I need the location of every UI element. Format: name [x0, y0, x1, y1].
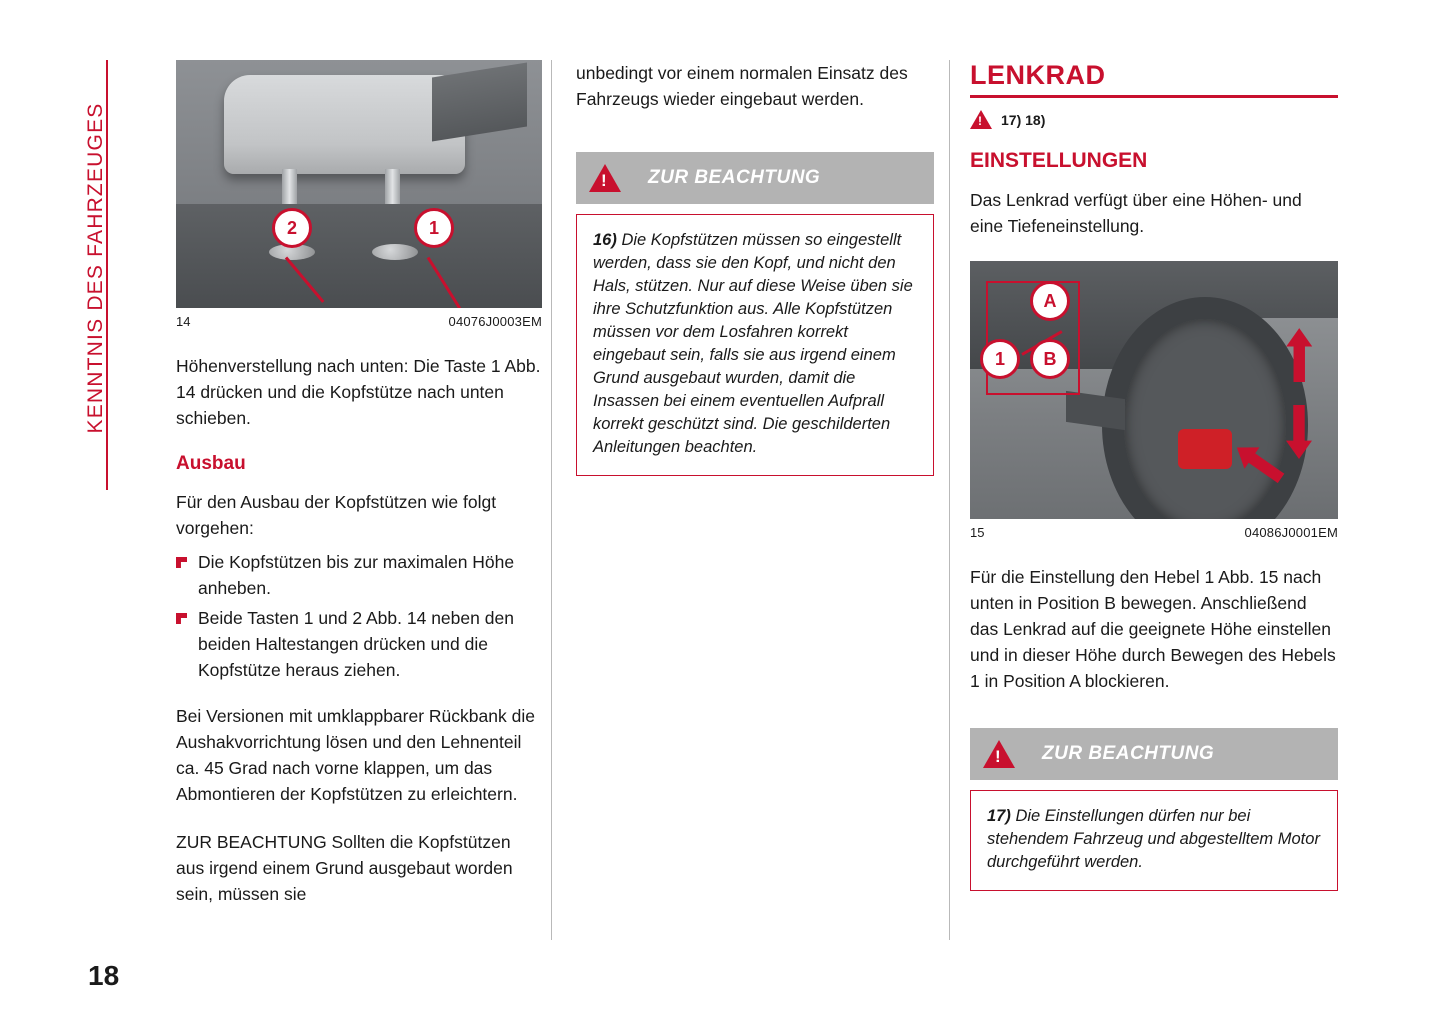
column-2: [576, 60, 934, 500]
notice-number: 16): [593, 231, 617, 249]
section-title-lenkrad: LENKRAD: [970, 60, 1338, 98]
warning-triangle-icon: [576, 164, 634, 192]
notice-bar-17: [970, 728, 1338, 780]
page-number: 18: [88, 960, 120, 991]
steering-wheel-emblem: [1178, 429, 1232, 469]
col1-paragraph-2: Für den Ausbau der Kopfstützen wie folgt vorgehen:: [176, 492, 497, 538]
callout-2: 2: [272, 208, 312, 248]
warning-triangle-icon: [970, 110, 992, 129]
figure-14-code: 04076J0003EM: [448, 314, 542, 329]
notice-body: Die Kopfstützen müssen so eingestellt werden, dass sie den Kopf, und nicht den Hals, stützen. Nur auf diese Weise üben sie ihre Schutzfunktion aus. Alle Kopfstützen müssen vor dem Losfahren korrekt eingebaut sein, falls sie aus irgend einem Grund ausgebaut wurden, damit die Insassen bei einem eventuellen Aufprall korrekt geschützt sind. Die geschilderten Anleitungen beachten.: [593, 231, 913, 456]
headrest-cushion: [224, 75, 466, 174]
symbol-reference-line: [970, 110, 1338, 129]
figure-14-number: 14: [176, 314, 191, 329]
notice-bar-16: [576, 152, 934, 204]
list-item: [176, 605, 542, 683]
column-3: [970, 60, 1338, 915]
callout-1: 1: [414, 208, 454, 248]
col3-paragraph-1: Das Lenkrad verfügt über eine Höhen- und eine Tiefeneinstellung.: [970, 190, 1302, 236]
notice-bar-title: ZUR BEACHTUNG: [648, 167, 821, 188]
column-divider-2: [949, 60, 950, 940]
headrest-photo: [176, 60, 542, 308]
callout-a: A: [1030, 281, 1070, 321]
notice-box-text: [987, 805, 1321, 874]
list-item-text: Die Kopfstützen bis zur maximalen Höhe anheben.: [198, 552, 515, 598]
list-item-text: Beide Tasten 1 und 2 Abb. 14 neben den beiden Haltestangen drücken und die Kopfstütze heraus ziehen.: [198, 608, 514, 680]
steering-wheel-photo: [970, 261, 1338, 519]
figure-15-number: 15: [970, 525, 985, 540]
interior-trim-strip: [432, 62, 527, 142]
col3-paragraph-2: Für die Einstellung den Hebel 1 Abb. 15 nach unten in Position B bewegen. Anschließend das Lenkrad auf die geeignete Höhe einstellen und in dieser Höhe durch Bewegen des Hebels 1 in Position A blockieren.: [970, 567, 1336, 691]
callout-1: 1: [980, 339, 1020, 379]
side-tab-label: KENNTNIS DES FAHRZEUGES: [84, 102, 107, 434]
steering-column: [1066, 391, 1125, 430]
figure-14-caption: [176, 308, 542, 329]
notice-box-text: [593, 229, 917, 459]
bullet-square-icon: [176, 613, 187, 624]
bullet-square-icon: [176, 557, 187, 568]
col1-paragraph-1: Höhenverstellung nach unten: Die Taste 1 Abb. 14 drücken und die Kopfstütze nach unten schieben.: [176, 356, 541, 428]
symbol-reference-numbers: 17) 18): [1001, 111, 1046, 128]
list-item: [176, 549, 542, 601]
col1-paragraph-3: Bei Versionen mit umklappbarer Rückbank die Aushakvorrichtung lösen und den Lehnenteil ca. 45 Grad nach vorne klappen, um das Abmontieren der Kopfstützen zu erleichtern.: [176, 706, 535, 804]
notice-box-16: [576, 214, 934, 476]
figure-15-code: 04086J0001EM: [1244, 525, 1338, 540]
notice-bar-title: ZUR BEACHTUNG: [1042, 743, 1215, 764]
figure-14: [176, 60, 542, 329]
col2-paragraph-1: unbedingt vor einem normalen Einsatz des Fahrzeugs wieder eingebaut werden.: [576, 63, 908, 109]
notice-number: 17): [987, 807, 1011, 825]
notice-box-17: [970, 790, 1338, 891]
callout-b: B: [1030, 339, 1070, 379]
warning-triangle-icon: [970, 740, 1028, 768]
heading-ausbau: Ausbau: [176, 453, 246, 474]
col1-paragraph-4: ZUR BEACHTUNG Sollten die Kopfstützen aus irgend einem Grund ausgebaut worden sein, müssen sie: [176, 832, 513, 904]
headrest-guide-right: [372, 244, 418, 260]
column-1: [176, 60, 542, 929]
figure-15-caption: [970, 519, 1338, 540]
column-divider-1: [551, 60, 552, 940]
notice-body: Die Einstellungen dürfen nur bei stehendem Fahrzeug und abgestelltem Motor durchgeführt werden.: [987, 807, 1320, 871]
seat-back-panel: [176, 204, 542, 308]
heading-einstellungen: EINSTELLUNGEN: [970, 149, 1148, 172]
chapter-side-tab: [72, 60, 112, 490]
figure-15: [970, 261, 1338, 540]
